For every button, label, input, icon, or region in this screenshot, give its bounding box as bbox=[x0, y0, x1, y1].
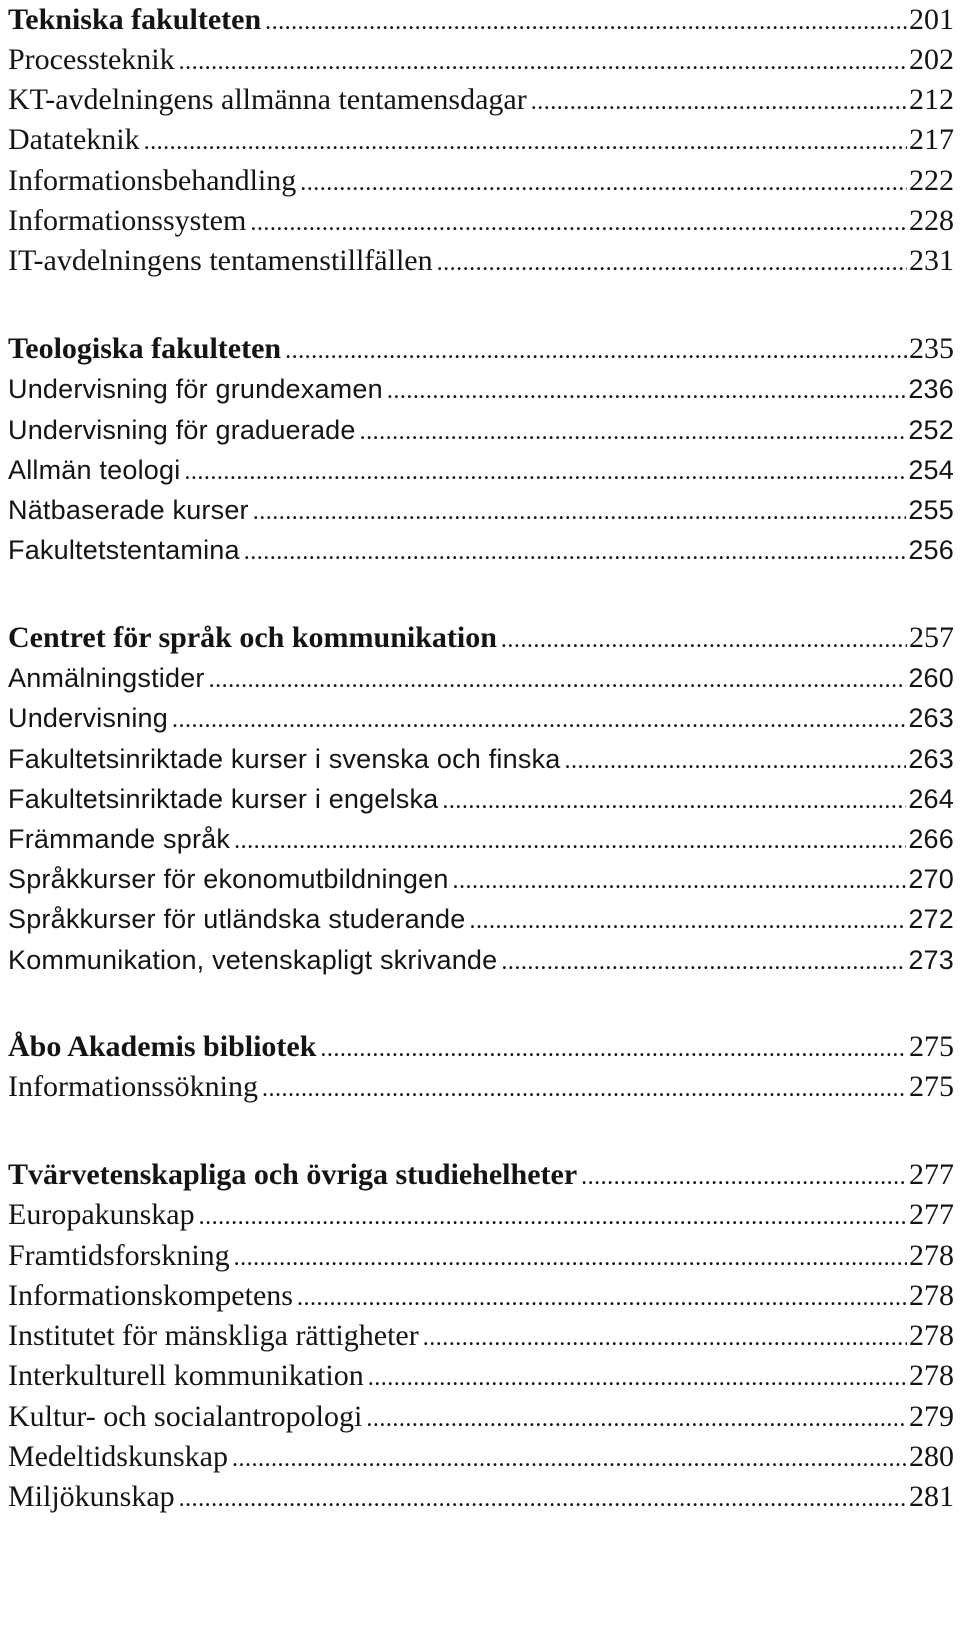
dot-leader bbox=[253, 492, 907, 532]
page-number: 280 bbox=[909, 1440, 954, 1473]
page-number: 275 bbox=[909, 1070, 954, 1103]
section-title: Teologiska fakulteten bbox=[8, 332, 282, 365]
section-heading-tekniska-fakulteten bbox=[8, 0, 954, 40]
toc-entry-frammande-sprak bbox=[8, 819, 954, 859]
page-number: 266 bbox=[908, 824, 954, 854]
entry-title: Undervisning bbox=[8, 703, 168, 733]
dot-leader bbox=[300, 163, 907, 203]
toc-entry-interkulturell-kommunikation bbox=[8, 1356, 954, 1396]
page-number: 275 bbox=[909, 1030, 954, 1063]
toc-entry-informationsbehandling bbox=[8, 161, 954, 201]
page-number: 278 bbox=[909, 1279, 954, 1312]
dot-leader bbox=[320, 1029, 907, 1069]
page-number: 228 bbox=[909, 204, 954, 237]
toc-entry-kt-avdelningens-allmanna-tentamensdagar bbox=[8, 80, 954, 120]
entry-title: Europakunskap bbox=[8, 1198, 195, 1231]
section-title: Åbo Akademis bibliotek bbox=[8, 1030, 317, 1063]
entry-title: Interkulturell kommunikation bbox=[8, 1359, 364, 1392]
dot-leader bbox=[581, 1157, 907, 1197]
entry-title: Språkkurser för ekonomutbildningen bbox=[8, 864, 449, 894]
toc-entry-fakultetstentamina bbox=[8, 530, 954, 570]
page-number: 264 bbox=[908, 784, 954, 814]
page-number: 277 bbox=[909, 1158, 954, 1191]
page-number: 278 bbox=[909, 1359, 954, 1392]
toc-entry-sprakkurser-for-ekonomutbildningen bbox=[8, 859, 954, 899]
section-title: Centret för språk och kommunikation bbox=[8, 621, 497, 654]
toc-entry-natbaserade-kurser bbox=[8, 490, 954, 530]
dot-leader bbox=[437, 243, 907, 283]
dot-leader bbox=[209, 660, 907, 700]
page-number: 260 bbox=[908, 663, 954, 693]
toc-entry-undervisning bbox=[8, 698, 954, 738]
dot-leader bbox=[368, 1358, 907, 1398]
toc-entry-it-avdelningens-tentamenstillfallen bbox=[8, 241, 954, 281]
page-number: 256 bbox=[908, 535, 954, 565]
dot-leader bbox=[501, 620, 907, 660]
toc-entry-anmalningstider bbox=[8, 658, 954, 698]
dot-leader bbox=[262, 1069, 907, 1109]
toc-entry-europakunskap bbox=[8, 1195, 954, 1235]
dot-leader bbox=[234, 821, 906, 861]
page-number: 272 bbox=[908, 904, 954, 934]
dot-leader bbox=[244, 532, 907, 572]
dot-leader bbox=[144, 122, 907, 162]
entry-title: IT-avdelningens tentamenstillfällen bbox=[8, 244, 433, 277]
toc-entry-miljokunskap bbox=[8, 1477, 954, 1517]
page-number: 278 bbox=[909, 1319, 954, 1352]
section-heading-centret-for-sprak-och-kommunikation bbox=[8, 618, 954, 658]
page-number: 212 bbox=[909, 83, 954, 116]
page-number: 263 bbox=[908, 703, 954, 733]
dot-leader bbox=[453, 861, 907, 901]
entry-title: Nätbaserade kurser bbox=[8, 495, 249, 525]
page-number: 217 bbox=[909, 123, 954, 156]
entry-title: Informationskompetens bbox=[8, 1279, 293, 1312]
page-number: 236 bbox=[908, 374, 954, 404]
entry-title: Processteknik bbox=[8, 43, 175, 76]
toc-entry-framtidsforskning bbox=[8, 1236, 954, 1276]
entry-title: Kultur- och socialantropologi bbox=[8, 1400, 363, 1433]
page-number: 202 bbox=[909, 43, 954, 76]
dot-leader bbox=[469, 901, 906, 941]
entry-title: Fakultetsinriktade kurser i svenska och finska bbox=[8, 744, 561, 774]
dot-leader bbox=[366, 1399, 907, 1439]
dot-leader bbox=[501, 942, 906, 982]
toc-entry-informationssokning bbox=[8, 1067, 954, 1107]
toc-entry-sprakkurser-for-utlandska-studerande bbox=[8, 899, 954, 939]
entry-title: Framtidsforskning bbox=[8, 1239, 230, 1272]
entry-title: Informationsbehandling bbox=[8, 164, 297, 197]
entry-title: Språkkurser för utländska studerande bbox=[8, 904, 466, 934]
entry-title: Främmande språk bbox=[8, 824, 231, 854]
page-number: 279 bbox=[909, 1400, 954, 1433]
dot-leader bbox=[442, 781, 906, 821]
toc-entry-kommunikation-vetenskapligt-skrivande bbox=[8, 940, 954, 980]
toc-entry-fakultetsinriktade-kurser-i-svenska-och-finska bbox=[8, 739, 954, 779]
dot-leader bbox=[179, 1479, 907, 1519]
section-title: Tvärvetenskapliga och övriga studiehelheter bbox=[8, 1158, 578, 1191]
entry-title: Miljökunskap bbox=[8, 1480, 175, 1513]
toc-entry-fakultetsinriktade-kurser-i-engelska bbox=[8, 779, 954, 819]
page-number: 254 bbox=[908, 455, 954, 485]
toc-entry-datateknik bbox=[8, 120, 954, 160]
dot-leader bbox=[184, 452, 906, 492]
entry-title: Undervisning för grundexamen bbox=[8, 374, 383, 404]
entry-title: Institutet för mänskliga rättigheter bbox=[8, 1319, 419, 1352]
dot-leader bbox=[387, 371, 907, 411]
toc-entry-informationssystem bbox=[8, 201, 954, 241]
toc-entry-medeltidskunskap bbox=[8, 1437, 954, 1477]
toc-entry-undervisning-for-grundexamen bbox=[8, 369, 954, 409]
page-number: 270 bbox=[908, 864, 954, 894]
entry-title: Datateknik bbox=[8, 123, 140, 156]
page-number: 273 bbox=[908, 945, 954, 975]
dot-leader bbox=[360, 412, 907, 452]
page-number: 278 bbox=[909, 1239, 954, 1272]
page-number: 257 bbox=[909, 621, 954, 654]
dot-leader bbox=[199, 1197, 907, 1237]
page-number: 281 bbox=[909, 1480, 954, 1513]
section-heading-tvarvetenskapliga-och-ovriga-studiehelheter bbox=[8, 1155, 954, 1195]
entry-title: Undervisning för graduerade bbox=[8, 415, 356, 445]
page-number: 235 bbox=[909, 332, 954, 365]
section-heading-abo-akademis-bibliotek bbox=[8, 1027, 954, 1067]
toc-entry-processteknik bbox=[8, 40, 954, 80]
entry-title: Informationssystem bbox=[8, 204, 247, 237]
page-number: 201 bbox=[909, 3, 954, 36]
dot-leader bbox=[172, 700, 906, 740]
dot-leader bbox=[531, 82, 907, 122]
toc-entry-kultur-och-socialantropologi bbox=[8, 1397, 954, 1437]
page-number: 255 bbox=[908, 495, 954, 525]
page-number: 263 bbox=[908, 744, 954, 774]
page-number: 252 bbox=[908, 415, 954, 445]
section-heading-teologiska-fakulteten bbox=[8, 329, 954, 369]
entry-title: Allmän teologi bbox=[8, 455, 181, 485]
dot-leader bbox=[179, 42, 907, 82]
dot-leader bbox=[285, 331, 907, 371]
dot-leader bbox=[265, 2, 907, 42]
toc-entry-institutet-for-manskliga-rattigheter bbox=[8, 1316, 954, 1356]
section-title: Tekniska fakulteten bbox=[8, 3, 262, 36]
page-number: 277 bbox=[909, 1198, 954, 1231]
page-number: 231 bbox=[909, 244, 954, 277]
dot-leader bbox=[250, 203, 907, 243]
dot-leader bbox=[423, 1318, 907, 1358]
dot-leader bbox=[232, 1439, 907, 1479]
toc-entry-allman-teologi bbox=[8, 450, 954, 490]
entry-title: Medeltidskunskap bbox=[8, 1440, 228, 1473]
page-number: 222 bbox=[909, 164, 954, 197]
dot-leader bbox=[564, 741, 906, 781]
toc-entry-undervisning-for-graduerade bbox=[8, 410, 954, 450]
entry-title: KT-avdelningens allmänna tentamensdagar bbox=[8, 83, 527, 116]
dot-leader bbox=[297, 1278, 907, 1318]
entry-title: Anmälningstider bbox=[8, 663, 205, 693]
toc-entry-informationskompetens bbox=[8, 1276, 954, 1316]
entry-title: Fakultetsinriktade kurser i engelska bbox=[8, 784, 439, 814]
entry-title: Informationssökning bbox=[8, 1070, 258, 1103]
dot-leader bbox=[234, 1238, 907, 1278]
entry-title: Fakultetstentamina bbox=[8, 535, 240, 565]
entry-title: Kommunikation, vetenskapligt skrivande bbox=[8, 945, 498, 975]
